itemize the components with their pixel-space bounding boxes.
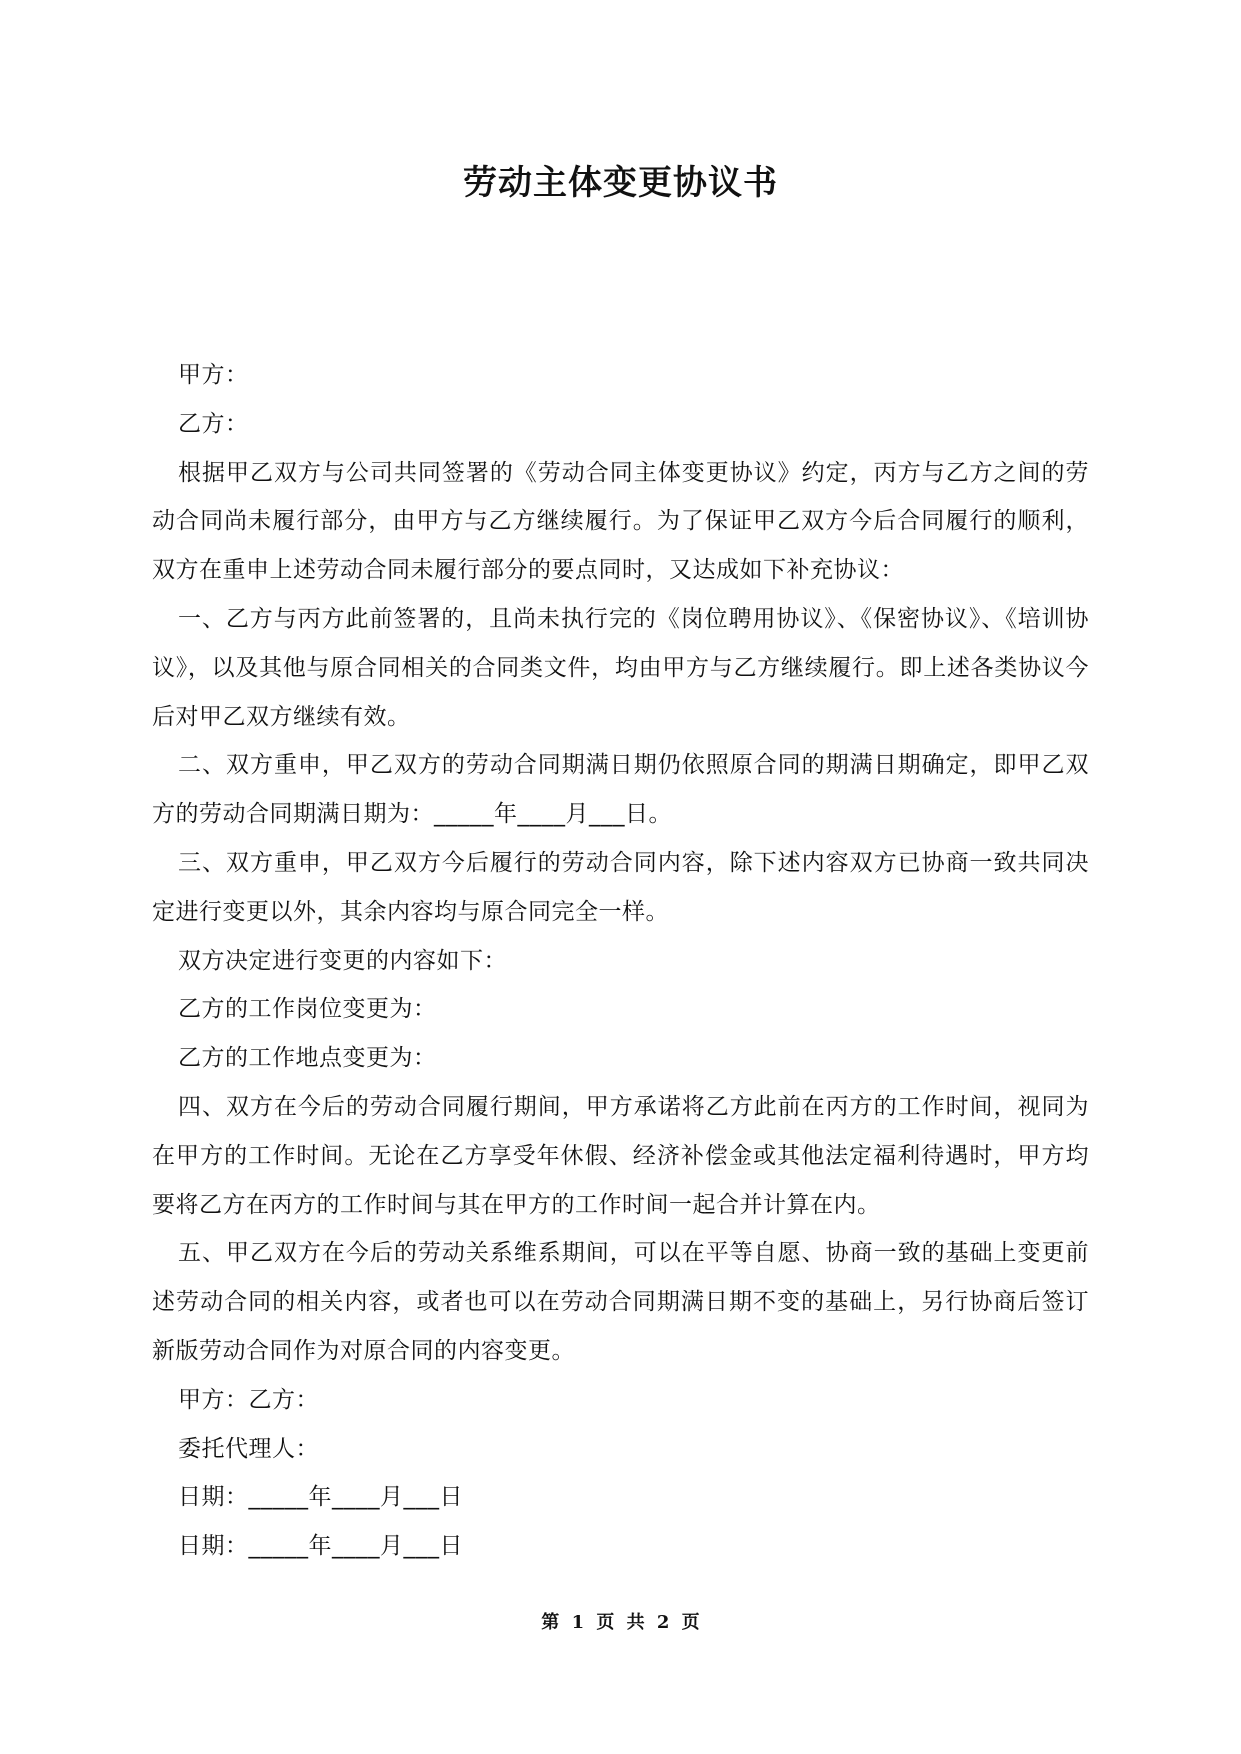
preamble-paragraph: 根据甲乙双方与公司共同签署的《劳动合同主体变更协议》约定，丙方与乙方之间的劳动合同尚未履行部分，由甲方与乙方继续履行。为了保证甲乙双方今后合同履行的顺利，双方在重申上述劳动合同未履行部分的要点同时，又达成如下补充协议：	[152, 459, 1089, 584]
clause-2-paragraph: 二、双方重申，甲乙双方的劳动合同期满日期仍依照原合同的期满日期确定，即甲乙双方的劳动合同期满日期为：_____年____月___日。	[152, 752, 1089, 828]
clause-4-paragraph: 四、双方在今后的劳动合同履行期间，甲方承诺将乙方此前在丙方的工作时间，视同为在甲方的工作时间。无论在乙方享受年休假、经济补偿金或其他法定福利待遇时，甲方均要将乙方在丙方的工作时间与其在甲方的工作时间一起合并计算在内。	[152, 1093, 1089, 1218]
document-title: 劳动主体变更协议书	[463, 163, 778, 203]
date-line-1: 日期：_____年____月___日	[178, 1484, 463, 1511]
changes-intro-line: 双方决定进行变更的内容如下：	[178, 947, 507, 974]
party-b-line: 乙方：	[178, 410, 249, 437]
clause-5-paragraph: 五、甲乙双方在今后的劳动关系维系期间，可以在平等自愿、协商一致的基础上变更前述劳动合同的相关内容，或者也可以在劳动合同期满日期不变的基础上，另行协商后签订新版劳动合同作为对原合同的内容变更。	[152, 1240, 1089, 1364]
page-number-footer: 第 1 页 共 2 页	[541, 1612, 700, 1633]
job-position-change-line: 乙方的工作岗位变更为：	[178, 996, 437, 1023]
clause-1-paragraph: 一、乙方与丙方此前签署的，且尚未执行完的《岗位聘用协议》、《保密协议》、《培训协议》，以及其他与原合同相关的合同类文件，均由甲方与乙方继续履行。即上述各类协议今后对甲乙双方继续有效。	[152, 605, 1089, 730]
signature-parties-line: 甲方：乙方：	[178, 1386, 319, 1413]
date-line-2: 日期：_____年____月___日	[178, 1533, 463, 1560]
document-body	[152, 351, 1089, 1571]
work-location-change-line: 乙方的工作地点变更为：	[178, 1045, 437, 1072]
party-a-line: 甲方：	[178, 362, 249, 388]
clause-3-paragraph: 三、双方重申，甲乙双方今后履行的劳动合同内容，除下述内容双方已协商一致共同决定进行变更以外，其余内容均与原合同完全一样。	[152, 849, 1089, 925]
agent-line: 委托代理人：	[178, 1435, 319, 1462]
